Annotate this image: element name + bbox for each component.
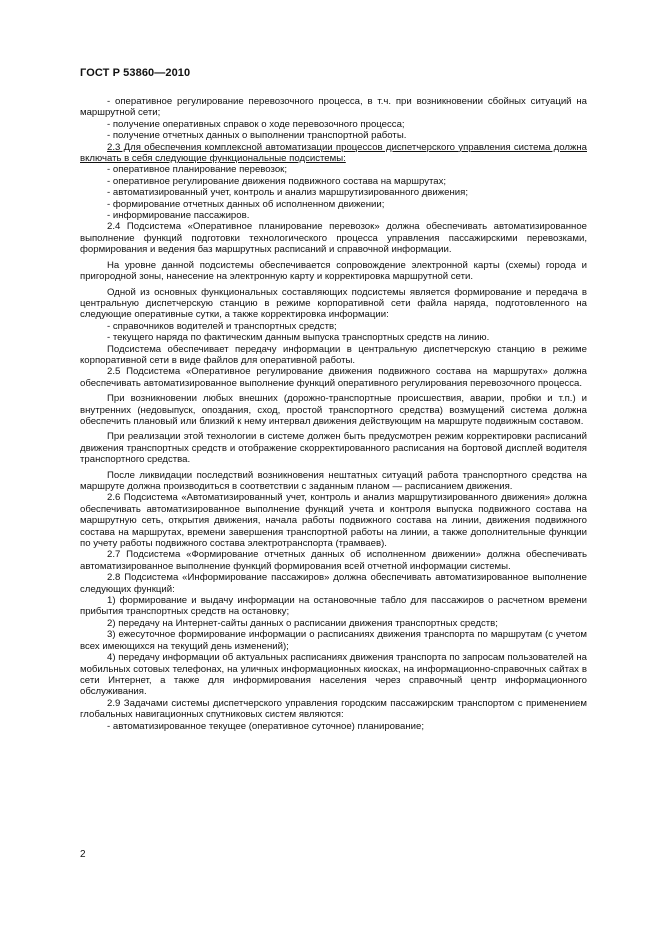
paragraph: 2.4 Подсистема «Оперативное планирование перевозок» должна обеспечивать автоматизированное выполнение функций подготовки технологического процесса управления пассажирскими перевозками, формирования и ведения баз маршрутных расписаний и справочной информации.: [80, 221, 587, 256]
paragraph: 2.8 Подсистема «Информирование пассажиров» должна обеспечивать автоматизированное выполнение следующих функций:: [80, 572, 587, 595]
paragraph: При реализации этой технологии в системе должен быть предусмотрен режим корректировки расписаний движения транспортных средств и отображение скорректированного расписания на бортовой дисплей водителя транспортного средства.: [80, 431, 587, 466]
paragraph: - оперативное регулирование движения подвижного состава на маршрутах;: [107, 175, 447, 187]
paragraph: - получение оперативных справок о ходе перевозочного процесса;: [107, 118, 405, 130]
paragraph: После ликвидации последствий возникновения нештатных ситуаций работа транспортного средства на маршруте должна производиться в соответствии с заданным планом — расписанием движения.: [80, 469, 587, 492]
paragraph: 1) формирование и выдачу информации на остановочные табло для пассажиров о расчетном времени прибытия транспортных средств на остановку;: [80, 595, 587, 618]
paragraph: 2.9 Задачами системы диспетчерского управления городским пассажирским транспортом с применением глобальных навигационных спутниковых систем являются:: [80, 697, 587, 721]
paragraph: - информирование пассажиров.: [107, 210, 250, 222]
paragraph: 2) передачу на Интернет-сайты данных о расписании движения транспортных средств;: [107, 617, 498, 629]
paragraph: - текущего наряда по фактическим данным выпуска транспортных средств на линию.: [107, 332, 490, 344]
page-number: 2: [80, 849, 86, 860]
document-body: [80, 96, 587, 732]
paragraph: На уровне данной подсистемы обеспечивается сопровождение электронной карты (схемы) города и пригородной зоны, нанесение на электронную карту и корректировка маршрутной сети.: [80, 259, 587, 283]
paragraph: - справочников водителей и транспортных средств;: [107, 320, 337, 332]
paragraph: Одной из основных функциональных составляющих подсистемы является формирование и передача в центральную диспетчерскую станцию в режиме корпоративной сети файла наряда, подготовленного на следующие оперативные сутки, а также корректировка информации:: [80, 286, 587, 321]
paragraph: - автоматизированное текущее (оперативное суточное) планирование;: [107, 720, 424, 732]
document-header: ГОСТ Р 53860—2010: [80, 67, 191, 79]
paragraph: 2.6 Подсистема «Автоматизированный учет, контроль и анализ маршрутизированного движения» должна обеспечивать автоматизированное выполнение функций учета и контроля выпуска подвижного состава на маршрутную сеть, открытия движения, начала работы подвижного состава на линии, движения подвижного состава на маршрутах, времени завершения транспортной работы на линии, а также дополнительные функции по учету работы подвижного состава электротранспорта (трамваев).: [80, 492, 587, 550]
paragraph: - получение отчетных данных о выполнении транспортной работы.: [107, 130, 407, 142]
paragraph: Подсистема обеспечивает передачу информации в центральную диспетчерскую станцию в режиме корпоративной сети в виде файлов для оперативной работы.: [80, 343, 587, 366]
paragraph: 2.5 Подсистема «Оперативное регулирование движения подвижного состава на маршрутах» должна обеспечивать автоматизированное выполнение функций оперативного регулирования перевозочного процесса.: [80, 366, 587, 389]
paragraph: - автоматизированный учет, контроль и анализ маршрутизированного движения;: [107, 187, 469, 199]
paragraph: 3) ежесуточное формирование информации о расписаниях движения транспорта по маршрутам (с учетом всех имеющихся на текущий день изменений);: [80, 629, 587, 652]
paragraph: 4) передачу информации об актуальных расписаниях движения транспорта по запросам пользователей на мобильных сотовых телефонах, на уличных информационных киосках, на информационно-справочных сайтах в сети Интернет, а также для информирования населения через справочный центр информационного обслуживания.: [80, 652, 587, 698]
paragraph: При возникновении любых внешних (дорожно-транспортные происшествия, аварии, пробки и т.п.) и внутренних (недовыпуск, опоздания, сход, простой транспортного средства) возмущений система должна обеспечить плановый или близкий к нему интервал движения действующим на маршруте подвижным составом.: [80, 393, 587, 427]
paragraph: - оперативное регулирование перевозочного процесса, в т.ч. при возникновении сбойных ситуаций на маршрутной сети;: [80, 96, 587, 119]
paragraph: 2.3 Для обеспечения комплексной автоматизации процессов диспетчерского управления система должна включать в себя следующие функциональные подсистемы:: [80, 141, 587, 165]
paragraph: 2.7 Подсистема «Формирование отчетных данных об исполненном движении» должна обеспечивать автоматизированное выполнение функций формирования всей отчетной информации системы.: [80, 549, 587, 572]
paragraph: - оперативное планирование перевозок;: [107, 164, 288, 176]
paragraph: - формирование отчетных данных об исполненном движении;: [107, 198, 385, 210]
